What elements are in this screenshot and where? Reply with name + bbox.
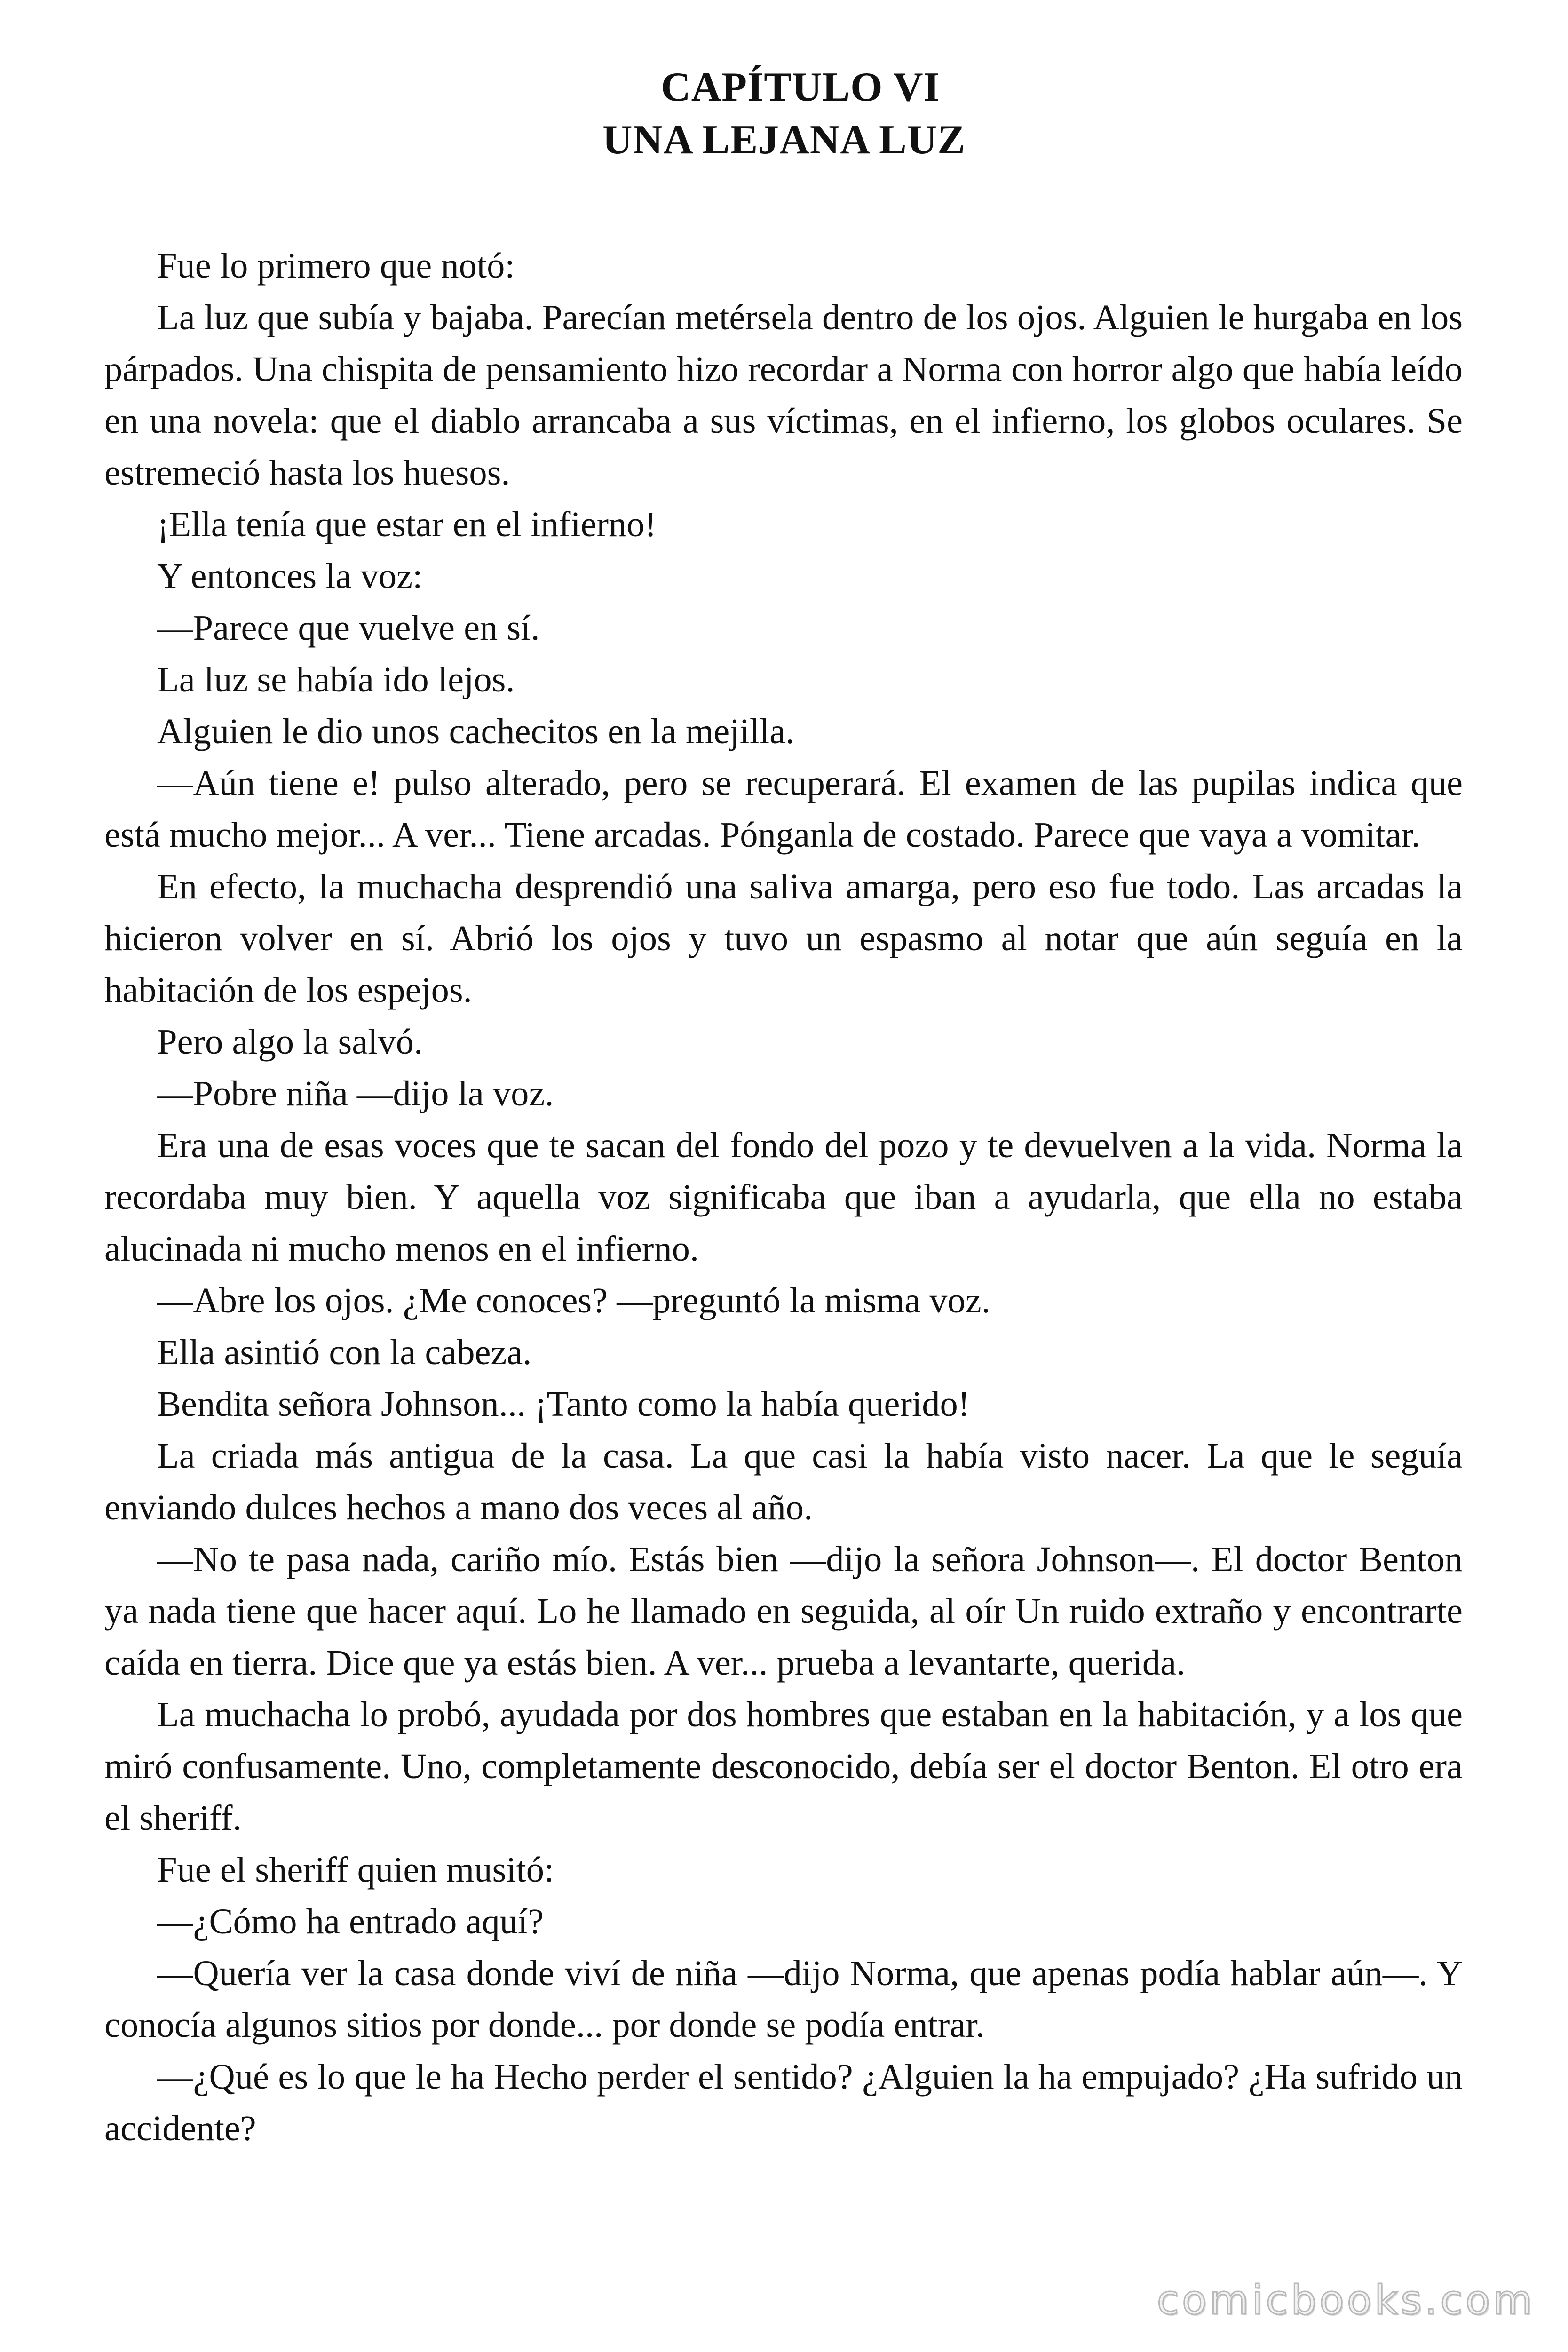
paragraph: La muchacha lo probó, ayudada por dos hombres que estaban en la habitación, y a los que miró confusamente. Uno, completamente desconocido, debía ser el doctor Benton. El otro era el sheriff. <box>104 1694 1463 1838</box>
chapter-heading <box>0 61 1568 167</box>
paragraph: —Quería ver la casa donde viví de niña —dijo Norma, que apenas podía hablar aún—. Y conocía algunos sitios por donde... por donde se podía entrar. <box>104 1953 1463 2045</box>
paragraph: Fue el sheriff quien musitó: <box>157 1850 554 1890</box>
watermark: comicbooks.com <box>1156 2277 1535 2324</box>
paragraph: —¿Qué es lo que le ha Hecho perder el sentido? ¿Alguien la ha empujado? ¿Ha sufrido un accidente? <box>104 2057 1463 2148</box>
paragraph: Pero algo la salvó. <box>157 1022 423 1062</box>
paragraph: Era una de esas voces que te sacan del fondo del pozo y te devuelven a la vida. Norma la recordaba muy bien. Y aquella voz significaba que iban a ayudarla, que ella no estaba alucinada ni mucho menos en el infierno. <box>104 1125 1463 1269</box>
paragraph: —¿Cómo ha entrado aquí? <box>157 1901 544 1941</box>
paragraph: Y entonces la voz: <box>157 556 423 596</box>
paragraph: Alguien le dio unos cachecitos en la mejilla. <box>157 711 795 751</box>
paragraph: ¡Ella tenía que estar en el infierno! <box>157 504 657 544</box>
paragraph: Bendita señora Johnson... ¡Tanto como la había querido! <box>157 1384 970 1424</box>
paragraph: —No te pasa nada, cariño mío. Estás bien —dijo la señora Johnson—. El doctor Benton ya nada tiene que hacer aquí. Lo he llamado en seguida, al oír Un ruido extraño y encontrarte caída en tierra. Dice que ya estás bien. A ver... prueba a levantarte, querida. <box>104 1539 1463 1683</box>
chapter-number: CAPÍTULO VI <box>661 64 940 110</box>
paragraph: En efecto, la muchacha desprendió una saliva amarga, pero eso fue todo. Las arcadas la hicieron volver en sí. Abrió los ojos y tuvo un espasmo al notar que aún seguía en la habitación de los espejos. <box>104 866 1463 1010</box>
paragraph: La luz que subía y bajaba. Parecían metérsela dentro de los ojos. Alguien le hurgaba en los párpados. Una chispita de pensamiento hizo recordar a Norma con horror algo que había leído en una novela: que el diablo arrancaba a sus víctimas, en el infierno, los globos oculares. Se estremeció hasta los huesos. <box>104 297 1463 493</box>
paragraph: Fue lo primero que notó: <box>157 246 515 286</box>
paragraph: —Parece que vuelve en sí. <box>157 608 540 648</box>
paragraph: La luz se había ido lejos. <box>157 660 515 699</box>
paragraph: —Aún tiene e! pulso alterado, pero se recuperará. El examen de las pupilas indica que está mucho mejor... A ver... Tiene arcadas. Pónganla de costado. Parece que vaya a vomitar. <box>104 763 1463 855</box>
paragraph: —Abre los ojos. ¿Me conoces? —preguntó la misma voz. <box>157 1280 990 1320</box>
paragraph: La criada más antigua de la casa. La que casi la había visto nacer. La que le seguía enviando dulces hechos a mano dos veces al año. <box>104 1436 1463 1527</box>
chapter-body <box>104 240 1463 2154</box>
paragraph: Ella asintió con la cabeza. <box>157 1332 532 1372</box>
chapter-title: UNA LEJANA LUZ <box>602 117 966 163</box>
paragraph: —Pobre niña —dijo la voz. <box>157 1073 554 1113</box>
